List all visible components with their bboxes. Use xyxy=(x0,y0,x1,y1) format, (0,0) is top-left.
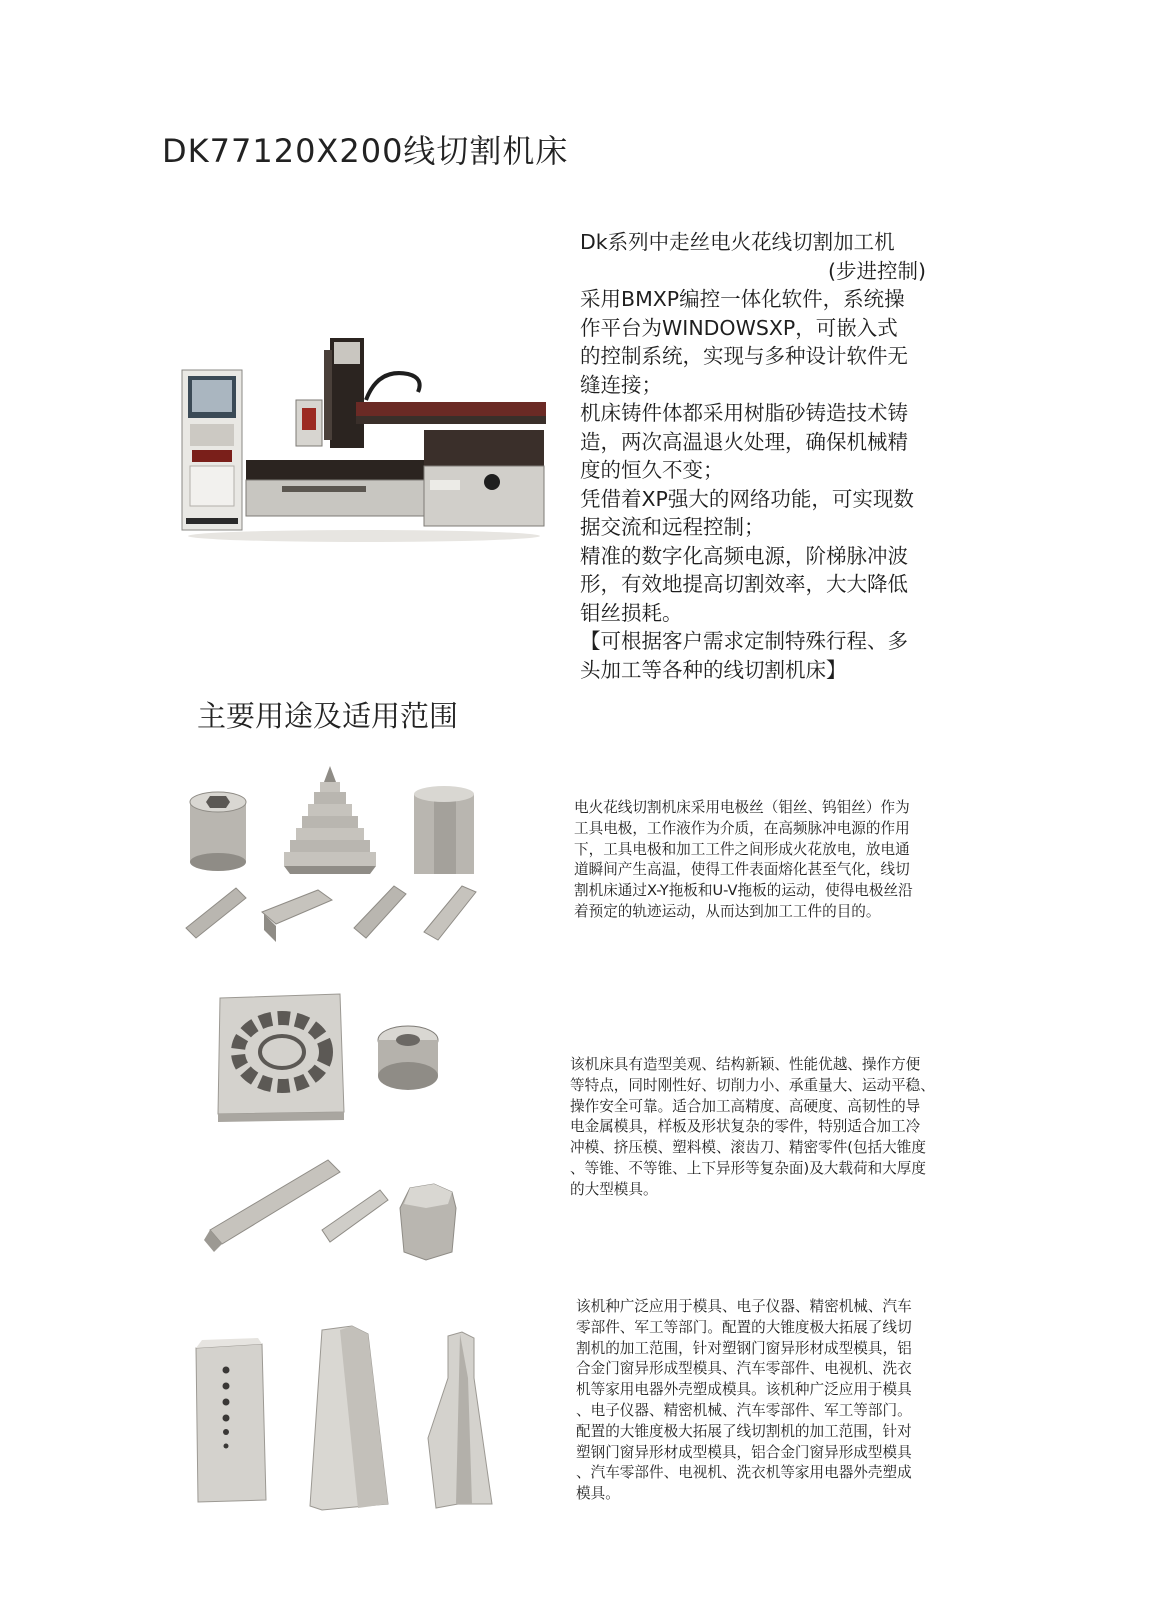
paragraph-line: 该机床具有造型美观、结构新颖、性能优越、操作方便 xyxy=(570,1056,921,1073)
description-line: Dk系列中走丝电火花线切割加工机 xyxy=(580,230,895,254)
process-description xyxy=(574,798,913,923)
description-line: 缝连接； xyxy=(580,372,662,397)
applications-description xyxy=(576,1297,912,1505)
paragraph-line: 模具。 xyxy=(576,1485,620,1503)
description-line: 度的恒久不变； xyxy=(580,458,724,482)
paragraph-line: 下，工具电极和加工工件之间形成火花放电，放电通 xyxy=(574,840,910,858)
machined-parts-image-2 xyxy=(204,990,484,1280)
description-line: 造，两次高温退火处理，确保机械精 xyxy=(580,429,908,454)
page-title: DK77120X200线切割机床 xyxy=(162,132,569,170)
paragraph-line: 等特点，同时刚性好、切削力小、承重量大、运动平稳、 xyxy=(570,1076,935,1094)
paragraph-line: 的大型模具。 xyxy=(570,1180,658,1198)
paragraph-line: 电火花线切割机床采用电极丝（钼丝、钨钼丝）作为 xyxy=(574,799,910,816)
description-line: 机床铸件体都采用树脂砂铸造技术铸 xyxy=(580,401,908,425)
paragraph-line: 割机的加工范围，针对塑钢门窗异形材成型模具，铝 xyxy=(576,1339,912,1357)
machined-parts-image-3 xyxy=(192,1318,502,1508)
section-title: 主要用途及适用范围 xyxy=(197,699,459,733)
description-line: 形，有效地提高切割效率，大大降低 xyxy=(580,572,908,596)
description-line: 采用BMXP编控一体化软件，系统操 xyxy=(580,287,905,311)
description-line: 钼丝损耗。 xyxy=(580,600,683,625)
description-line: 作平台为WINDOWSXP，可嵌入式 xyxy=(580,315,898,340)
description-line: 精准的数字化高频电源，阶梯脉冲波 xyxy=(580,543,908,568)
description-line: 的控制系统，实现与多种设计软件无 xyxy=(580,344,908,368)
paragraph-line: 、等锥、不等锥、上下异形等复杂面)及大载荷和大厚度 xyxy=(570,1159,926,1177)
paragraph-line: 工具电极，工作液作为介质，在高频脉冲电源的作用 xyxy=(574,819,910,837)
paragraph-line: 该机种广泛应用于模具、电子仪器、精密机械、汽车 xyxy=(576,1298,912,1315)
paragraph-line: 着预定的轨迹运动，从而达到加工工件的目的。 xyxy=(574,902,881,920)
description-line: (步进控制) xyxy=(828,258,926,283)
paragraph-line: 冲模、挤压模、塑料模、滚齿刀、精密零件(包括大锥度 xyxy=(570,1139,926,1157)
wire-edm-machine-image xyxy=(178,330,550,550)
paragraph-line: 机等家用电器外壳塑成模具。该机种广泛应用于模具 xyxy=(576,1381,912,1399)
description-line: 据交流和远程控制； xyxy=(580,515,765,539)
paragraph-line: 、汽车零部件、电视机、洗衣机等家用电器外壳塑成 xyxy=(576,1464,912,1482)
paragraph-line: 塑钢门窗异形材成型模具，铝合金门窗异形成型模具 xyxy=(576,1443,912,1461)
machined-parts-image-1 xyxy=(180,762,500,962)
paragraph-line: 割机床通过X-Y拖板和U-V拖板的运动，使得电极丝沿 xyxy=(574,882,913,900)
paragraph-line: 、电子仪器、精密机械、汽车零部件、军工等部门。 xyxy=(576,1401,912,1419)
paragraph-line: 电金属模具，样板及形状复杂的零件，特别适合加工冷 xyxy=(570,1118,921,1136)
description-line: 【可根据客户需求定制特殊行程、多 xyxy=(580,629,908,653)
paragraph-line: 零部件、军工等部门。配置的大锥度极大拓展了线切 xyxy=(576,1318,912,1336)
paragraph-line: 配置的大锥度极大拓展了线切割机的加工范围，针对 xyxy=(576,1422,912,1440)
paragraph-line: 合金门窗异形成型模具、汽车零部件、电视机、洗衣 xyxy=(576,1360,912,1378)
machine-description xyxy=(580,228,980,684)
description-line: 头加工等各种的线切割机床】 xyxy=(580,657,847,682)
description-line: 凭借着XP强大的网络功能，可实现数 xyxy=(580,486,914,511)
paragraph-line: 道瞬间产生高温，使得工件表面熔化甚至气化，线切 xyxy=(574,861,910,879)
features-description xyxy=(570,1055,935,1201)
paragraph-line: 操作安全可靠。适合加工高精度、高硬度、高韧性的导 xyxy=(570,1097,921,1115)
